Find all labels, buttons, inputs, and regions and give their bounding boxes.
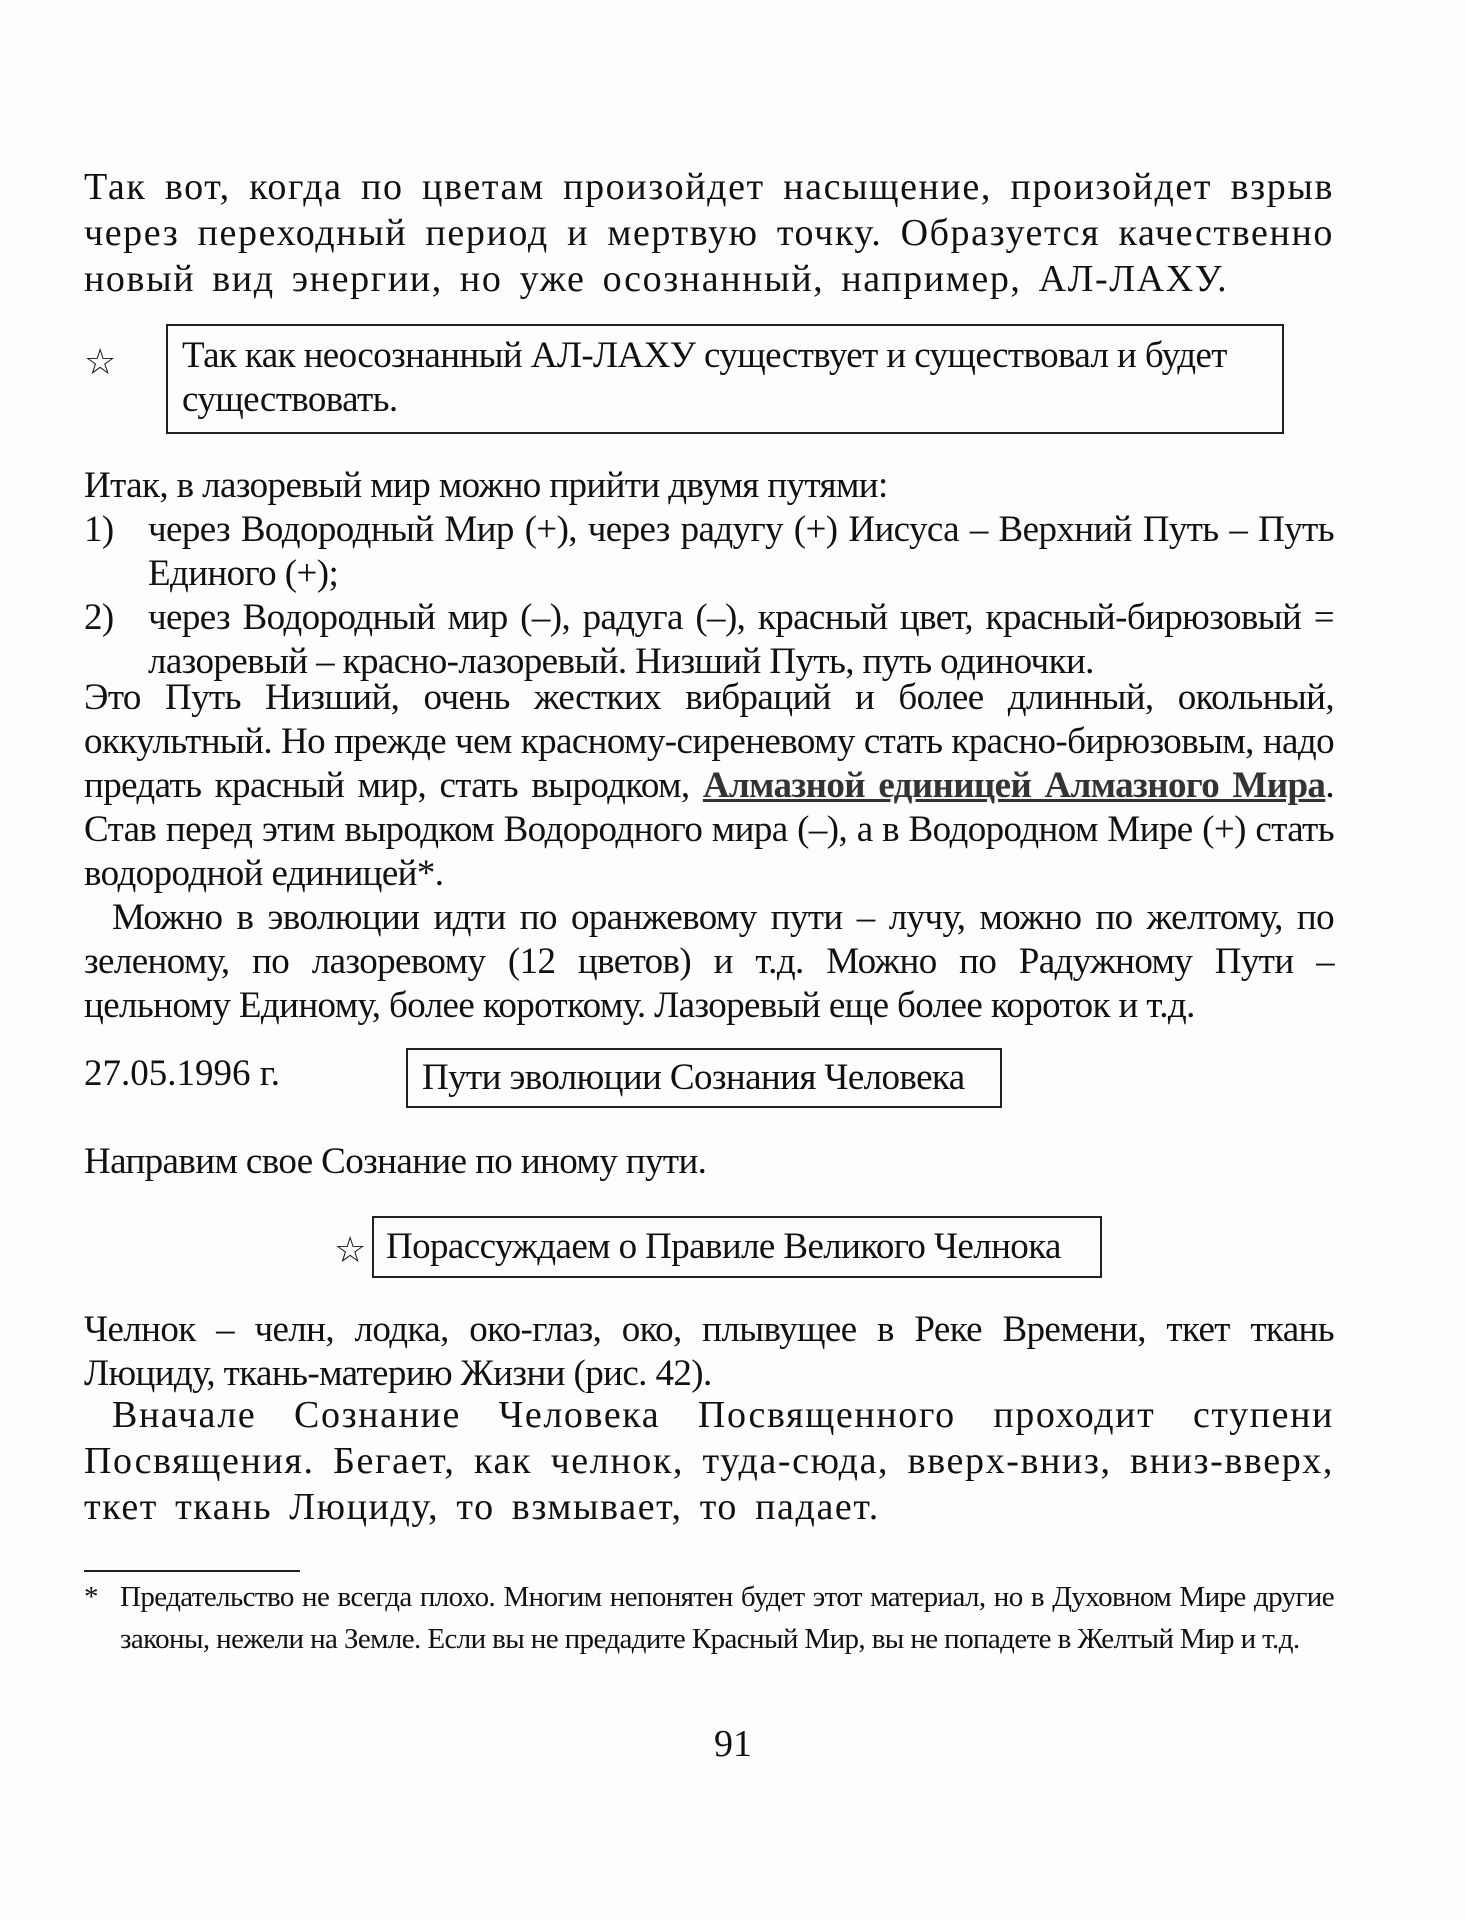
boxed-note: [166, 324, 1284, 434]
subtitle-box: [372, 1216, 1102, 1278]
footnote-marker: *: [84, 1581, 98, 1613]
subtitle: Порассуждаем о Правиле Великого Челнока: [386, 1226, 1061, 1267]
direct-text: Направим свое Сознание по иному пути.: [84, 1141, 707, 1182]
paragraph-1: [84, 164, 1334, 302]
footnote-text: Предательство не всегда плохо. Многим непонятен будет этот материал, но в Духовном Мире другие законы, нежели на Земле. Если вы не предадите Красный Мир, вы не попадете в Желтый Мир и т.д.: [120, 1581, 1334, 1655]
path-number: 2): [84, 597, 114, 638]
evolution-paragraph: [84, 896, 1334, 1028]
paths-intro: [84, 464, 1334, 508]
shuttle-paragraph: [84, 1308, 1334, 1396]
initiation-text: Вначале Сознание Человека Посвященного проходит ступени Посвящения. Бегает, как челнок, туда-сюда, вверх-вниз, вниз-вверх, ткет ткань Люциду, то взмывает, то падает.: [84, 1394, 1334, 1528]
evolution-text: Можно в эволюции идти по оранжевому пути – лучу, можно по желтому, по зеленому, по лазоревому (12 цветов) и т.д. Можно по Радужному Пути – цельному Единому, более короткому. Лазоревый еще более короток и т.д.: [84, 897, 1334, 1026]
star-outline-icon: ☆: [84, 342, 117, 382]
path-item-2: [84, 596, 1334, 684]
date: 27.05.1996 г.: [84, 1053, 281, 1094]
page-number: 91: [714, 1723, 752, 1765]
diamond-unit-highlight: Алмазной единицей Алмазного Мира: [702, 765, 1326, 806]
lower-path-text: [84, 676, 1334, 896]
lower-path-before: Это Путь Низший, очень жестких вибраций и более длинный, окольный, оккультный. Но прежде чем красному-сиреневому стать красно-бирюзовым, надо предать красный мир, стать выродком,: [84, 677, 1334, 806]
path-item-1: [84, 508, 1334, 596]
lower-path-paragraph: [84, 676, 1334, 896]
section-title: Пути эволюции Сознания Человека: [422, 1057, 965, 1098]
footnote-divider: [84, 1570, 300, 1572]
lower-path-after: . Став перед этим выродком Водородного мира (–), а в Водородном Мире (+) стать водородной единицей*.: [84, 765, 1334, 894]
path-number: 1): [84, 509, 114, 550]
initiation-paragraph: [84, 1392, 1334, 1530]
section-title-box: [406, 1048, 1002, 1108]
footnote: [84, 1576, 1334, 1660]
paragraph-1-text: Так вот, когда по цветам произойдет насыщение, произойдет взрыв через переходный период и мертвую точку. Образуется качественно новый вид энергии, но уже осознанный, например, АЛ-ЛАХУ.: [84, 166, 1334, 300]
boxed-note-text: Так как неосознанный АЛ-ЛАХУ существует и существовал и будет существовать.: [182, 335, 1227, 420]
path-text: через Водородный Мир (+), через радугу (+) Иисуса – Верхний Путь – Путь Единого (+);: [148, 509, 1334, 594]
star-outline-icon: ☆: [334, 1230, 367, 1270]
paths-intro-text: Итак, в лазоревый мир можно прийти двумя путями:: [84, 465, 888, 506]
shuttle-text: Челнок – челн, лодка, око-глаз, око, плывущее в Реке Времени, ткет ткань Люциду, ткань-материю Жизни (рис. 42).: [84, 1309, 1334, 1394]
path-text: через Водородный мир (–), радуга (–), красный цвет, красный-бирюзовый = лазоревый – красно-лазоревый. Низший Путь, путь одиночки.: [148, 597, 1334, 682]
